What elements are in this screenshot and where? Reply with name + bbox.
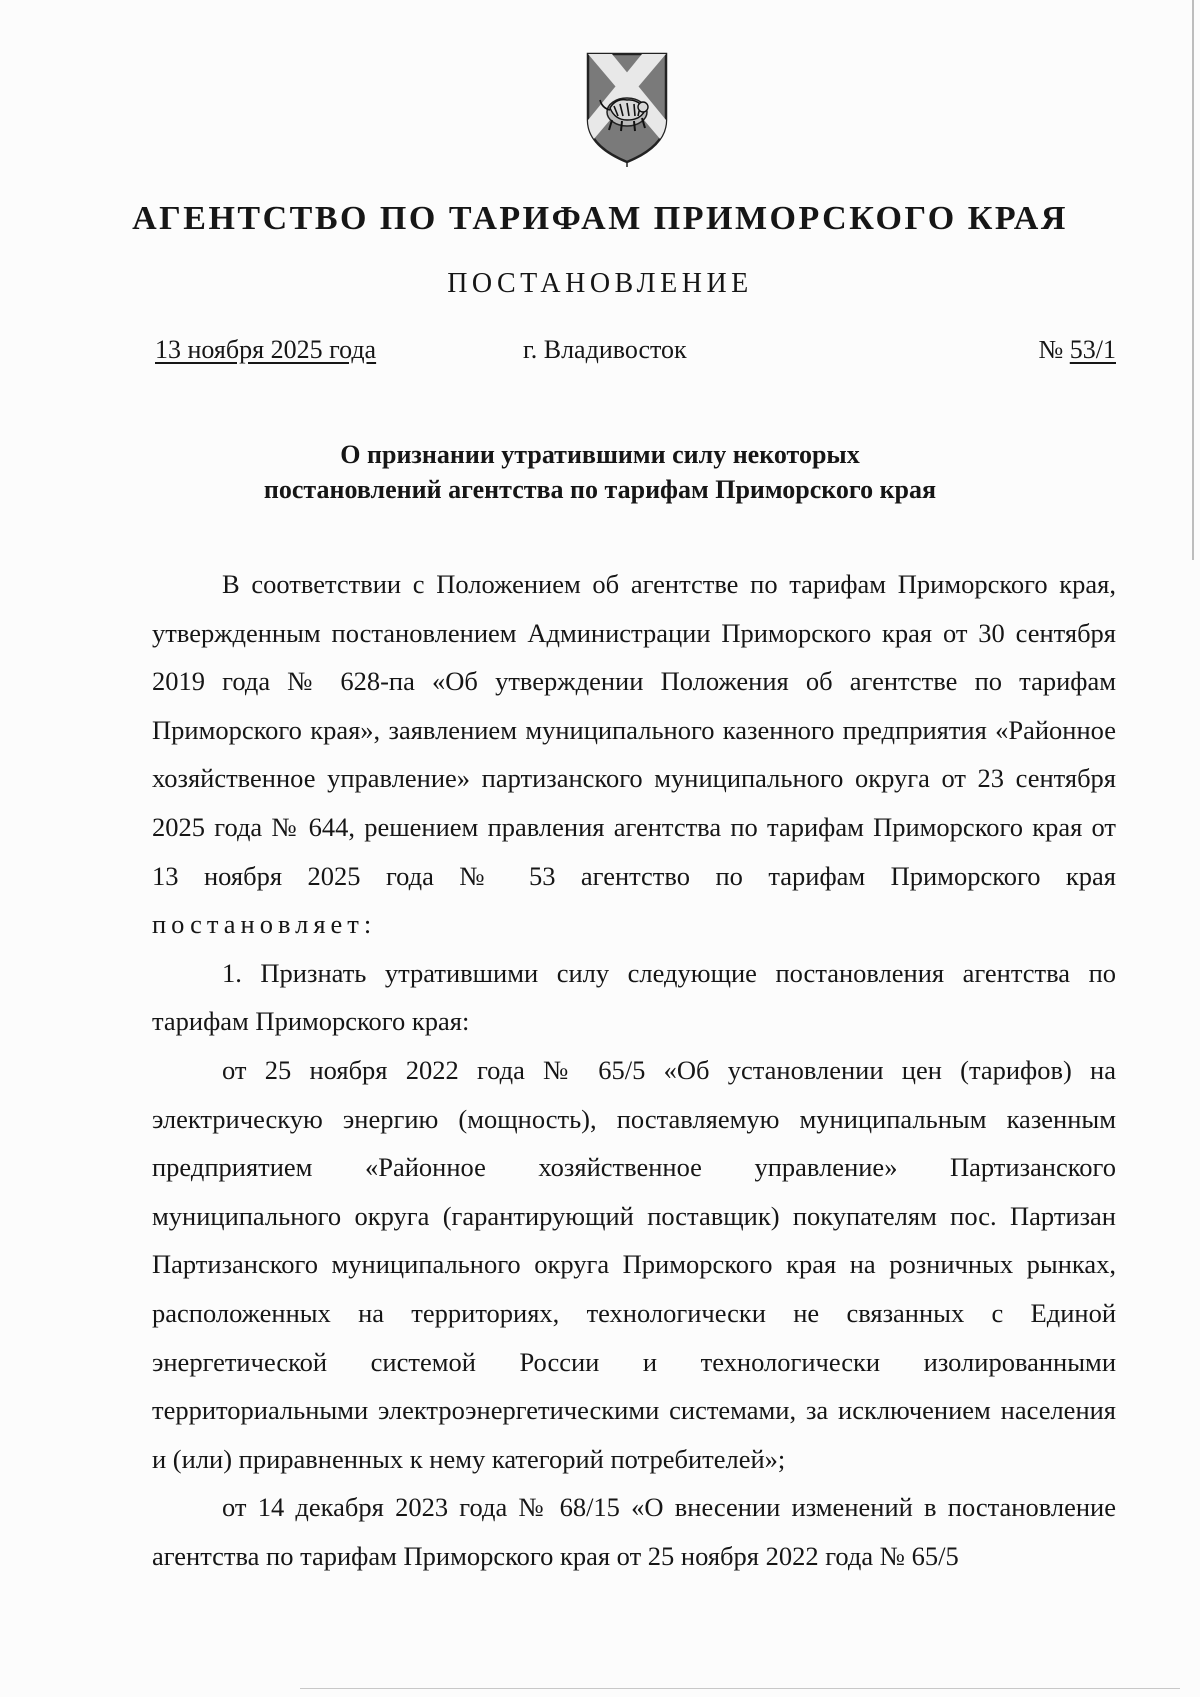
preamble-text: В соответствии с Положением об агентстве по тарифам Приморского края, утвержденным постановлением Администрации Приморского края от 30 сентября 2019 года № 628-па «Об утверждении Положения об агентстве по тарифам Приморского края», заявлением муниципального казенного предприятия «Районное хозяйственное управление» партизанского муниципального округа от 23 сентября 2025 года № 644, решением правления агентства по тарифам Приморского края от 13 ноября 2025 года № 53 агентство по тарифам Приморского края — [152, 569, 1116, 891]
title-line-1: О признании утратившими силу некоторых — [340, 440, 860, 469]
title-line-2: постановлений агентства по тарифам Приморского края — [263, 475, 937, 504]
scan-edge-line — [1192, 0, 1194, 560]
item-1b-paragraph: от 14 декабря 2023 года № 68/15 «О внесении изменений в постановление агентства по тарифам Приморского края от 25 ноября 2022 года № 65/5 — [152, 1492, 1116, 1571]
number-prefix: № — [1038, 335, 1064, 364]
number-value: 53/1 — [1069, 335, 1116, 364]
document-city: г. Владивосток — [523, 335, 687, 364]
document-title — [0, 437, 1200, 507]
item-1-paragraph: 1. Признать утратившими силу следующие постановления агентства по тарифам Приморского края: — [152, 957, 1116, 1037]
preamble-paragraph — [152, 560, 1116, 949]
decree-word: постановляет: — [152, 909, 377, 940]
item-1a-paragraph: от 25 ноября 2022 года № 65/5 «Об установлении цен (тарифов) на электрическую энергию (мощность), поставляемую муниципальным казенным предприятием «Районное хозяйственное управление» Партизанского муниципального округа (гарантирующий поставщик) покупателям пос. Партизан Партизанского муниципального округа Приморского края на розничных рынках, расположенных на территориях, технологически не связанных с Единой энергетической системой России и технологически изолированными территориальными электроэнергетическими системами, за исключением населения и (или) приравненных к нему категорий потребителей»; — [152, 1054, 1116, 1474]
agency-name: АГЕНТСТВО ПО ТАРИФАМ ПРИМОРСКОГО КРАЯ — [132, 200, 1068, 237]
document-type: ПОСТАНОВЛЕНИЕ — [447, 268, 753, 299]
document-number — [1038, 335, 1116, 365]
scan-bottom-line — [300, 1688, 1180, 1689]
coat-of-arms-icon — [582, 50, 672, 168]
document-date: 13 ноября 2025 года — [155, 335, 377, 364]
document-body — [152, 560, 1116, 1580]
